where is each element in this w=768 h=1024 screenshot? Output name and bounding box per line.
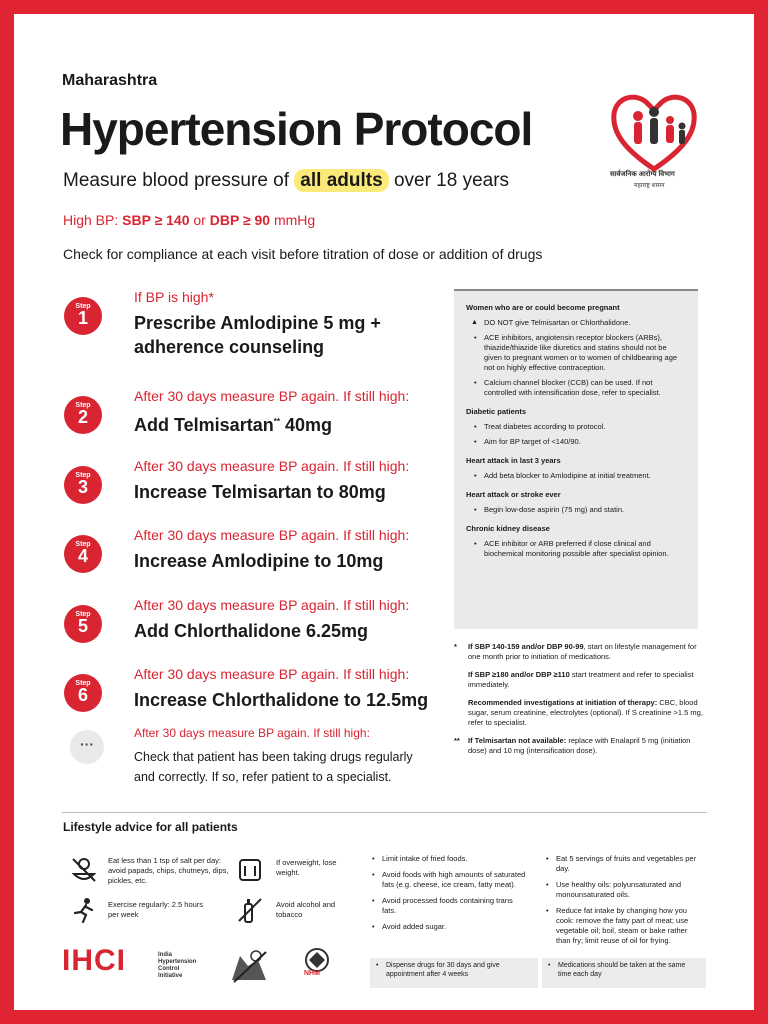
step-badge-label: Step <box>75 303 91 310</box>
step-badge <box>64 605 102 643</box>
step-badge-number: 5 <box>77 616 88 636</box>
section-divider <box>62 812 707 813</box>
step-badge-label: Step <box>75 541 91 548</box>
step-badge-label: Step <box>75 611 91 618</box>
step-condition: After 30 days measure BP again. If still high: <box>134 527 410 543</box>
high-bp-or: or <box>193 212 206 228</box>
diet-list <box>542 854 702 946</box>
footnote-text: replace with Enalapril 5 mg (initiation dose) and 10 mg (intensification dose). <box>468 736 691 755</box>
step-badge-number: 6 <box>77 685 88 705</box>
step-badge-label: Step <box>75 472 91 479</box>
step-condition: After 30 days measure BP again. If still high: <box>134 458 410 474</box>
section-list <box>466 471 686 481</box>
step-badge <box>64 396 102 434</box>
step-badge <box>64 535 102 573</box>
special-populations-panel <box>454 289 698 629</box>
more-dots-icon: ··· <box>70 730 104 764</box>
footnote <box>454 642 704 662</box>
exercise-advice: Exercise regularly: 2.5 hours per week <box>108 900 204 919</box>
list-item: • Reduce fat intake by changing how you cook: remove the fatty part of meat; use vegetable oil; boil, steam or bake rather than fry; limit reuse of oil for frying. <box>542 906 702 946</box>
diet-list <box>368 854 528 932</box>
list-item: • Avoid processed foods containing trans fats. <box>368 896 528 916</box>
step-condition: After 30 days measure BP again. If still high: <box>134 388 410 404</box>
step-action <box>134 410 444 437</box>
high-bp-label: High BP: <box>63 212 119 228</box>
compliance-note: Check for compliance at each visit before titration of dose or addition of drugs <box>63 246 543 262</box>
list-item: • Add beta blocker to Amlodipine at initial treatment. <box>466 471 686 481</box>
ihci-name <box>158 952 196 980</box>
list-item: • Eat 5 servings of fruits and vegetables per day. <box>542 854 702 874</box>
step-badge-number: 1 <box>77 308 88 328</box>
step-action: Add Chlorthalidone 6.25mg <box>134 621 369 641</box>
footnote <box>454 698 704 728</box>
section-list <box>466 422 686 447</box>
section-title: Women who are or could become pregnant <box>466 303 620 312</box>
section-list <box>466 318 686 398</box>
subtitle <box>63 170 509 192</box>
step-condition: After 30 days measure BP again. If still high: <box>134 666 410 682</box>
step-condition: After 30 days measure BP again. If still high: <box>134 597 410 613</box>
section-title: Heart attack in last 3 years <box>466 456 561 465</box>
nhm-label: NHM <box>304 970 320 977</box>
list-item: • Begin low-dose aspirin (75 mg) and statin. <box>466 505 686 515</box>
ihci-line: Hypertension <box>158 959 197 965</box>
high-bp-definition <box>63 212 315 228</box>
list-item: • Treat diabetes according to protocol. <box>466 422 686 432</box>
step-badge-label: Step <box>75 402 91 409</box>
footnote-bold: If Telmisartan not available: <box>468 736 567 745</box>
list-item: • ACE inhibitors, angiotensin receptor blockers (ARBs), thiazide/thiazide like diuretics and statins should not be given to pregnant women or to women of childbearing age not on highly effective contraception. <box>466 333 686 373</box>
final-instruction: Check that patient has been taking drugs regularly and correctly. If so, refer patient to a specialist. <box>134 750 413 784</box>
step-action: Prescribe Amlodipine 5 mg + adherence counseling <box>134 313 381 357</box>
section-title: Heart attack or stroke ever <box>466 490 561 499</box>
subtitle-post: over 18 years <box>393 170 510 191</box>
subtitle-pre: Measure blood pressure of <box>63 170 290 191</box>
list-item: • Limit intake of fried foods. <box>368 854 528 864</box>
salt-advice: Eat less than 1 tsp of salt per day: avoid papads, chips, chutneys, dips, pickles, etc. <box>108 856 229 885</box>
step-badge <box>64 297 102 335</box>
salt-icon <box>70 856 98 884</box>
dispense-note: • Dispense drugs for 30 days and give appointment after 4 weeks <box>370 958 538 988</box>
weight-scale-icon <box>236 856 264 884</box>
alcohol-advice: Avoid alcohol and tobacco <box>276 900 336 919</box>
list-item: • Avoid foods with high amounts of saturated fats (e.g. cheese, ice cream, fatty meat). <box>368 870 528 890</box>
step-badge <box>64 674 102 712</box>
section-title: Chronic kidney disease <box>466 524 550 533</box>
dbp-threshold: DBP ≥ 90 <box>209 212 271 228</box>
step-badge-number: 3 <box>77 477 88 497</box>
nhm-logo-icon <box>296 946 338 986</box>
page-title: Hypertension Protocol <box>60 103 533 155</box>
section-list <box>466 505 686 515</box>
logo-text-bottom: महाराष्ट्र शासन <box>634 183 665 189</box>
sbp-threshold: SBP ≥ 140 <box>122 212 190 228</box>
ihci-line: Control <box>158 966 180 972</box>
list-item: • Use healthy oils: polyunsaturated and monounsaturated oils. <box>542 880 702 900</box>
step-condition: If BP is high* <box>134 289 214 305</box>
step-action: Increase Telmisartan to 80mg <box>134 482 386 502</box>
lifestyle-title: Lifestyle advice for all patients <box>63 820 238 834</box>
step-footnote-mark: ** <box>273 417 280 426</box>
section-list <box>466 539 686 559</box>
step-action-text: Add Telmisartan <box>134 415 274 435</box>
ihci-line: India <box>158 952 173 958</box>
step-action: Increase Chlorthalidone to 12.5mg <box>134 690 429 710</box>
footnote <box>454 736 704 756</box>
step-action: Increase Amlodipine to 10mg <box>134 551 384 571</box>
step-badge <box>64 466 102 504</box>
ihci-logo: IHCI <box>62 944 126 977</box>
list-item: • Aim for BP target of <140/90. <box>466 437 686 447</box>
list-item: • Calcium channel blocker (CCB) can be used. If not controlled with intensification dose, refer to specialist. <box>466 378 686 398</box>
final-condition: After 30 days measure BP again. If still high: <box>134 726 370 740</box>
diet-advice-column-2 <box>542 854 702 952</box>
weight-advice: If overweight, lose weight. <box>276 858 337 877</box>
state-name: Maharashtra <box>62 72 158 89</box>
list-item: • ACE inhibitor or ARB preferred if close clinical and biochemical monitoring possible after specialist opinion. <box>466 539 686 559</box>
no-alcohol-tobacco-icon <box>236 896 264 924</box>
diet-advice-column-1 <box>368 854 528 938</box>
footnote-text: start treatment and refer to specialist immediately. <box>468 670 694 689</box>
subtitle-highlight: all adults <box>294 169 388 192</box>
step-badge-number: 2 <box>77 407 88 427</box>
footnote-text: , start on lifestyle management for one month prior to initiation of medications. <box>468 642 697 661</box>
section-title: Diabetic patients <box>466 407 527 416</box>
footnote-bold: If SBP 140-159 and/or DBP 90-99 <box>468 642 584 651</box>
medication-timing-note: • Medications should be taken at the same time each day <box>542 958 706 988</box>
poster <box>14 14 754 1010</box>
step-action-dose: 40mg <box>279 415 332 435</box>
footnote <box>454 670 704 690</box>
list-item: • Avoid added sugar. <box>368 922 528 932</box>
logo-text-top: सार्वजनिक आरोग्य विभाग <box>610 171 675 178</box>
footnote-mark: * <box>454 642 457 651</box>
step-badge-number: 4 <box>77 546 88 566</box>
list-item: ▲ DO NOT give Telmisartan or Chlorthalidone. <box>466 318 686 328</box>
high-bp-unit: mmHg <box>273 212 316 228</box>
footnote-text: CBC, blood sugar, serum creatinine, electrolytes (optional). If S creatinine >1.5 mg, refer to specialist. <box>468 698 703 727</box>
running-icon <box>70 896 98 924</box>
footnote-mark: ** <box>454 736 460 745</box>
footnote-bold: Recommended investigations at initiation of therapy: <box>468 698 658 707</box>
ihci-line: Initiative <box>158 973 183 979</box>
footnotes <box>454 642 704 764</box>
footnote-bold: If SBP ≥180 and/or DBP ≥110 <box>468 670 570 679</box>
step-badge-label: Step <box>75 680 91 687</box>
government-emblem-icon <box>228 946 270 986</box>
